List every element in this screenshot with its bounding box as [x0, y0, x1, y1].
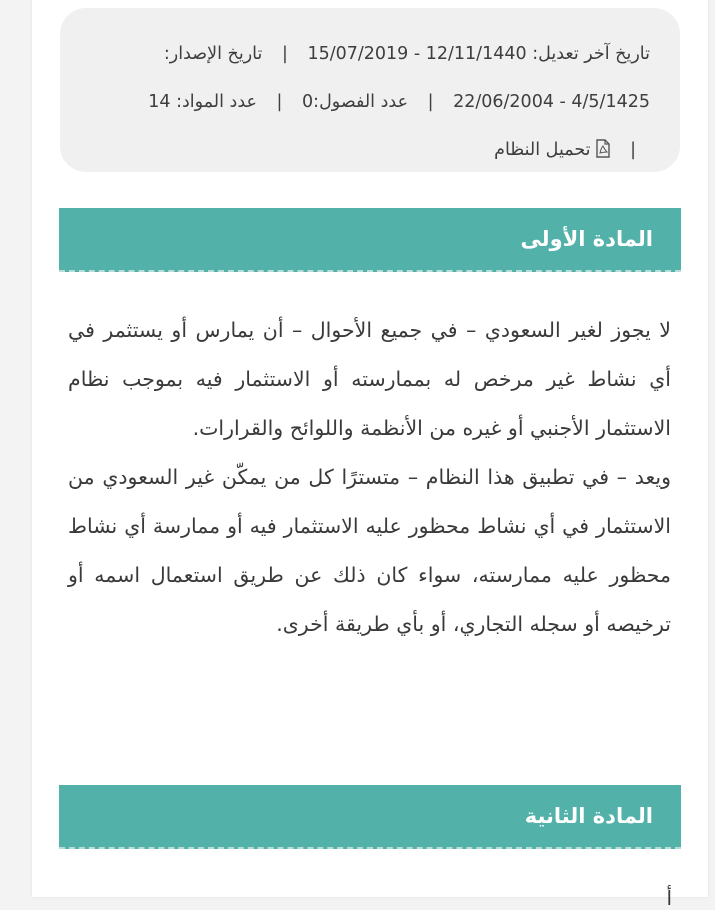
issue-date-value: 22/06/2004 - 4/5/1425 — [453, 92, 650, 112]
article-1-title: المادة الأولى — [520, 227, 653, 251]
download-law-label: تحميل النظام — [494, 140, 591, 160]
articles-value: 14 — [148, 92, 171, 112]
last-modified-value: 15/07/2019 - 12/11/1440 — [307, 44, 527, 64]
article-2-header[interactable] — [59, 785, 681, 849]
meta-separator: | — [281, 44, 288, 64]
meta-separator: | — [276, 92, 283, 112]
article-1-header[interactable] — [59, 208, 681, 272]
meta-line-download — [90, 126, 650, 174]
meta-separator: | — [427, 92, 434, 112]
page-content — [32, 0, 708, 910]
law-metadata-box — [60, 8, 680, 172]
download-law-link[interactable] — [494, 140, 610, 160]
article-2-title: المادة الثانية — [524, 804, 653, 828]
meta-line-dates — [90, 30, 650, 78]
chapters-value: 0 — [302, 92, 314, 112]
issue-date-label: تاريخ الإصدار: — [163, 44, 263, 64]
last-modified-label: تاريخ آخر تعديل: — [532, 44, 650, 64]
articles-label: عدد المواد: — [176, 92, 257, 112]
meta-separator: | — [630, 140, 636, 160]
article-1-paragraph-1: لا يجوز لغير السعودي – في جميع الأحوال – أن يمارس أو يستثمر في أي نشاط غير مرخص له بممارسته أو الاستثمار فيه بموجب نظام الاستثمار الأجنبي أو غيره من الأنظمة واللوائح والقرارات. — [68, 318, 671, 440]
article-1-paragraph-2: ويعد – في تطبيق هذا النظام – متسترًا كل من يمكّن غير السعودي من الاستثمار في أي نشاط محظور عليه الاستثمار فيه أو ممارسة أي نشاط محظور عليه ممارسته، سواء كان ذلك عن طريق استعمال اسمه أو ترخيصه أو سجله التجاري، أو بأي طريقة أخرى. — [68, 465, 671, 636]
article-2-text-peek: أ — [666, 886, 672, 910]
meta-line-counts — [90, 78, 650, 126]
article-1-body — [68, 306, 671, 649]
chapters-label: عدد الفصول: — [313, 92, 409, 112]
pdf-file-icon — [595, 129, 611, 177]
